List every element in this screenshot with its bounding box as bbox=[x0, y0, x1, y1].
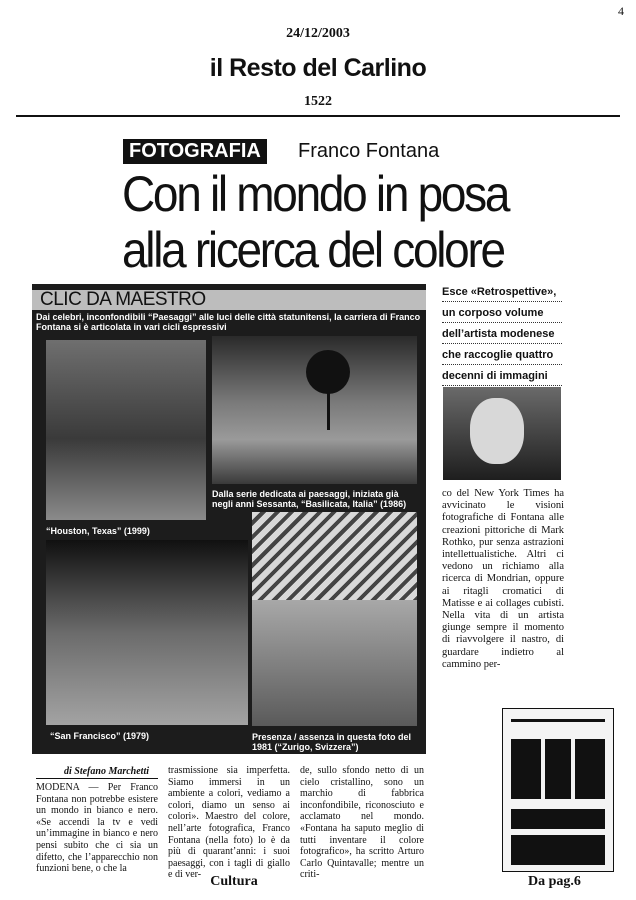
dek-line: che raccoglie quattro bbox=[442, 348, 562, 365]
tree-crown bbox=[306, 350, 350, 394]
byline-rule bbox=[36, 778, 158, 779]
portrait-face bbox=[470, 398, 524, 464]
publication-date: 24/12/2003 bbox=[286, 26, 350, 41]
caption-houston: “Houston, Texas” (1999) bbox=[46, 526, 150, 536]
header-rule bbox=[16, 115, 620, 117]
body-column-2: trasmissione sia imperfetta. Siamo immersi in un ambiente a colori, vediamo a colori, diamo un senso ai colori». Maestro del colore, nell’arte fotografica, Franco Fontana (nella foto) lo è da più di quarant’anni: i suoi paesaggi, con i tagli di giallo e di ver- bbox=[168, 765, 290, 881]
kicker-name: Franco Fontana bbox=[298, 140, 440, 162]
article-dek bbox=[442, 285, 562, 390]
photo-san-francisco bbox=[46, 540, 248, 725]
from-page: Da pag.6 bbox=[528, 874, 581, 889]
page-thumbnail bbox=[502, 708, 614, 872]
author-byline: di Stefano Marchetti bbox=[64, 766, 150, 777]
sidebar-title: CLIC DA MAESTRO bbox=[40, 289, 206, 310]
section-kicker: FOTOGRAFIA bbox=[123, 139, 267, 164]
caption-san-francisco: “San Francisco” (1979) bbox=[50, 731, 150, 741]
dek-line: decenni di immagini bbox=[442, 369, 562, 386]
headline bbox=[122, 166, 564, 278]
body-column-4: co del New York Times ha avvicinato le visioni fotografiche di Fontana alle creazioni pittoriche di Mark Rothko, pur senza astrazioni intellettualistiche. Altri ci vedono un richiamo alla ricerca di Mondrian, oppure ai ritagli cromatici di Matisse e ai collages cubisti. Nella vita di un artista giunge sempre il momento di riavvolgere il nastro, di guardare indietro al cammino per- bbox=[442, 488, 564, 670]
dek-line: un corposo volume bbox=[442, 306, 562, 323]
tree-trunk bbox=[327, 390, 330, 430]
page-number: 4 bbox=[618, 4, 624, 18]
issue-number: 1522 bbox=[304, 94, 332, 109]
headline-line-1: Con il mondo in posa bbox=[122, 166, 509, 222]
caption-zurigo: Presenza / assenza in questa foto del 1981 (“Zurigo, Svizzera”) bbox=[252, 732, 412, 752]
section-name: Cultura bbox=[210, 874, 258, 889]
body-column-1: MODENA — Per Franco Fontana non potrebbe esistere un mondo in bianco e nero. «Se accendi la tv e vedi un’immagine in bianco e nero pensi subito che ci sia un difetto, che l’apparecchio non funzioni bene, o che la bbox=[36, 782, 158, 875]
body-column-3: de, sullo sfondo netto di un cielo cristallino, sono un marchio di fabbrica inconfondibile, riconosciuto e acclamato nel mondo. «Fontana ha saputo meglio di tutti inventare il colore fotografico», ha scritto Arturo Carlo Quintavalle; mentre un criti- bbox=[300, 765, 424, 881]
headline-line-2: alla ricerca del colore bbox=[122, 222, 504, 278]
photo-houston bbox=[46, 340, 206, 520]
photo-zurigo-wall bbox=[252, 600, 417, 726]
dek-line: dell’artista modenese bbox=[442, 327, 562, 344]
sidebar-subtitle: Dai celebri, inconfondibili “Paesaggi” alle luci delle città statunitensi, la carriera di Franco Fontana si è articolata in vari cicli espressivi bbox=[36, 312, 421, 332]
newspaper-masthead: il Resto del Carlino bbox=[209, 54, 427, 82]
caption-basilicata: Dalla serie dedicata ai paesaggi, iniziata già negli anni Sessanta, “Basilicata, Italia” (1986) bbox=[212, 489, 407, 509]
dek-line: Esce «Retrospettive», bbox=[442, 285, 562, 302]
